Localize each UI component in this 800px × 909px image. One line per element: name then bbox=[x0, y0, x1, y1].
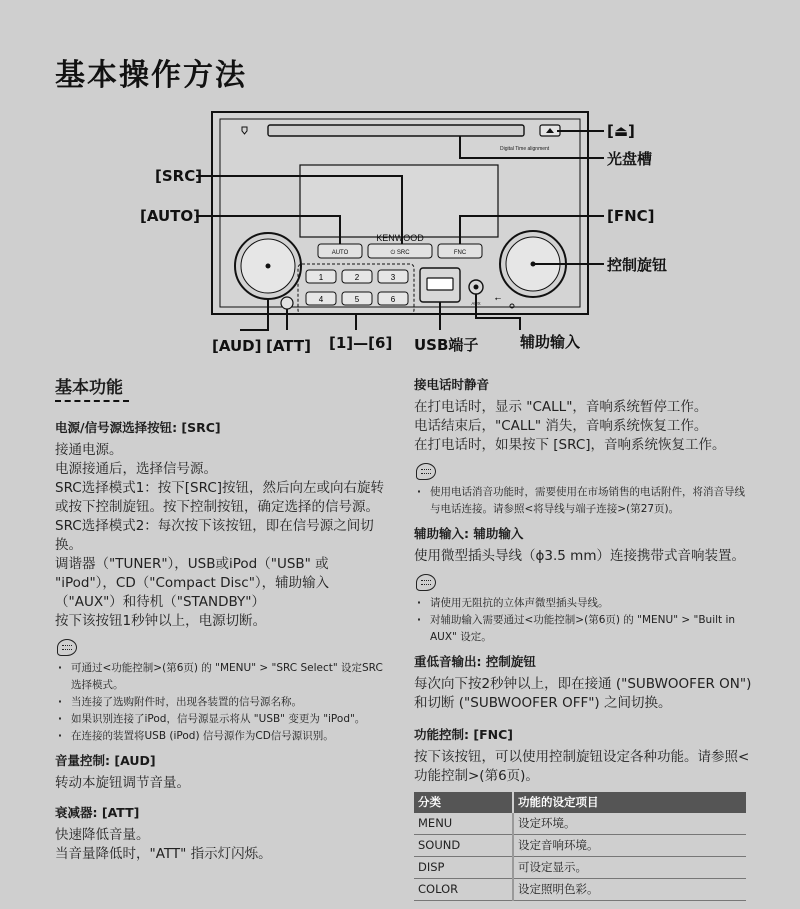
page-title: 基本操作方法 bbox=[55, 58, 247, 93]
device-diagram bbox=[0, 0, 800, 370]
brand-logo: KENWOOD bbox=[376, 233, 424, 243]
fnc-callout: [FNC] bbox=[607, 207, 655, 225]
aux-callout: 辅助输入 bbox=[520, 333, 581, 351]
call-heading: 接电话时静音 bbox=[414, 377, 490, 392]
src-paragraph-1: 接通电源。 bbox=[55, 442, 123, 458]
auto-callout: [AUTO] bbox=[140, 207, 201, 225]
disc-slot bbox=[268, 125, 524, 136]
att-text-1: 快速降低音量。 bbox=[55, 827, 150, 843]
usb-symbol-icon: ⭠ bbox=[494, 294, 502, 303]
src-heading: 电源/信号源选择按钮: [SRC] bbox=[55, 420, 221, 435]
note-item: · 可通过<功能控制>(第6页) 的 "MENU" > "SRC Select" 设定SRC选择模式。 bbox=[55, 660, 390, 694]
table-cell: 可设定显示。 bbox=[513, 857, 746, 879]
subwoofer-heading: 重低音输出: 控制旋钮 bbox=[414, 654, 536, 669]
subwoofer-text: 每次向下按2秒钟以上，即在接通 ("SUBWOOFER ON") 和切断 ("SUBWOOFER OFF") 之间切换。 bbox=[414, 676, 752, 711]
preset-label-4: 4 bbox=[318, 295, 324, 304]
aud-text: 转动本旋钮调节音量。 bbox=[55, 775, 190, 791]
call-notes bbox=[414, 484, 754, 518]
right-column bbox=[414, 375, 754, 901]
note-item: · 如果识别连接了iPod，信号源显示将从 "USB" 变更为 "iPod"。 bbox=[55, 711, 390, 728]
left-column bbox=[55, 375, 390, 864]
src-paragraph-2: 电源接通后，选择信号源。 bbox=[55, 461, 217, 477]
svg-text:FNC: FNC bbox=[453, 250, 467, 256]
preset-label-5: 5 bbox=[354, 295, 360, 304]
svg-text:AUX: AUX bbox=[471, 301, 481, 306]
table-cell: 设定音响环境。 bbox=[513, 835, 746, 857]
note-item: · 使用电话消音功能时，需要使用在市场销售的电话附件，将消音导线与电话连接。请参照<将导线与端子连接>(第27页)。 bbox=[414, 484, 754, 518]
table-row bbox=[414, 835, 746, 857]
call-paragraph-3: 在打电话时，如果按下 [SRC]，音响系统恢复工作。 bbox=[414, 437, 726, 453]
call-paragraph-1: 在打电话时，显示 "CALL"，音响系统暂停工作。 bbox=[414, 399, 708, 415]
preset-label-1: 1 bbox=[318, 273, 324, 282]
table-cell: MENU bbox=[414, 813, 513, 835]
aud-heading: 音量控制: [AUD] bbox=[55, 753, 156, 768]
note-item: · 当连接了选购附件时，出现各装置的信号源名称。 bbox=[55, 694, 390, 711]
note-icon bbox=[416, 574, 436, 591]
call-paragraph-2: 电话结束后，"CALL" 消失，音响系统恢复工作。 bbox=[414, 418, 708, 434]
att-heading: 衰减器: [ATT] bbox=[55, 805, 140, 820]
src-notes bbox=[55, 660, 390, 745]
svg-text:AUTO: AUTO bbox=[331, 250, 349, 256]
table-header: 功能的设定项目 bbox=[513, 792, 746, 813]
note-icon bbox=[416, 463, 436, 480]
preset-label-6: 6 bbox=[390, 295, 396, 304]
table-cell: 设定环境。 bbox=[513, 813, 746, 835]
svg-text:⏻ SRC: ⏻ SRC bbox=[390, 250, 410, 256]
control-knob-callout: 控制旋钮 bbox=[607, 256, 668, 274]
note-item: · 在连接的装置将USB (iPod) 信号源作为CD信号源识别。 bbox=[55, 728, 390, 745]
note-icon bbox=[57, 639, 77, 656]
usb-port bbox=[427, 278, 453, 290]
table-cell: SOUND bbox=[414, 835, 513, 857]
aud-callout: [AUD] bbox=[212, 337, 262, 355]
src-paragraph-3: SRC选择模式1：按下[SRC]按钮，然后向左或向右旋转或按下控制旋钮。按下控制按钮，确定选择的信号源。 bbox=[55, 480, 385, 515]
section-title-basic: 基本功能 bbox=[55, 379, 123, 402]
table-cell: DISP bbox=[414, 857, 513, 879]
table-cell: COLOR bbox=[414, 879, 513, 901]
aux-text: 使用微型插头导线（ϕ3.5 mm）连接携带式音响装置。 bbox=[414, 548, 745, 564]
note-item: · 对辅助输入需要通过<功能控制>(第6页) 的 "MENU" > "Built in AUX" 设定。 bbox=[414, 612, 754, 646]
table-row bbox=[414, 857, 746, 879]
aux-heading: 辅助输入: 辅助输入 bbox=[414, 526, 524, 541]
function-table bbox=[414, 792, 746, 901]
src-paragraph-6: 按下该按钮1秒钟以上，电源切断。 bbox=[55, 613, 267, 629]
note-item: · 请使用无阻抗的立体声微型插头导线。 bbox=[414, 595, 754, 612]
preset-label-2: 2 bbox=[354, 273, 360, 282]
usb-callout: USB端子 bbox=[414, 336, 479, 354]
fnc-heading: 功能控制: [FNC] bbox=[414, 727, 513, 742]
att-text-2: 当音量降低时，"ATT" 指示灯闪烁。 bbox=[55, 846, 272, 862]
dta-label: Digital Time alignment bbox=[500, 146, 550, 152]
src-callout: [SRC] bbox=[155, 167, 203, 185]
preset-label-3: 3 bbox=[390, 273, 396, 282]
att-button bbox=[281, 297, 293, 309]
fnc-text: 按下该按钮，可以使用控制旋钮设定各种功能。请参照<功能控制>(第6页)。 bbox=[414, 749, 750, 784]
presets-callout: [1]—[6] bbox=[329, 334, 393, 352]
table-row bbox=[414, 879, 746, 901]
table-header: 分类 bbox=[414, 792, 513, 813]
table-row bbox=[414, 813, 746, 835]
eject-callout: [⏏] bbox=[607, 122, 635, 140]
aux-notes bbox=[414, 595, 754, 646]
table-cell: 设定照明色彩。 bbox=[513, 879, 746, 901]
att-callout: [ATT] bbox=[266, 337, 311, 355]
disc-slot-callout: 光盘槽 bbox=[607, 150, 653, 168]
src-paragraph-4: SRC选择模式2：每次按下该按钮，即在信号源之间切换。 bbox=[55, 518, 374, 553]
src-paragraph-5: 调谐器（"TUNER"），USB或iPod（"USB" 或 "iPod"），CD（"Compact Disc"），辅助输入（"AUX"）和待机（"STANDBY"） bbox=[55, 556, 330, 610]
